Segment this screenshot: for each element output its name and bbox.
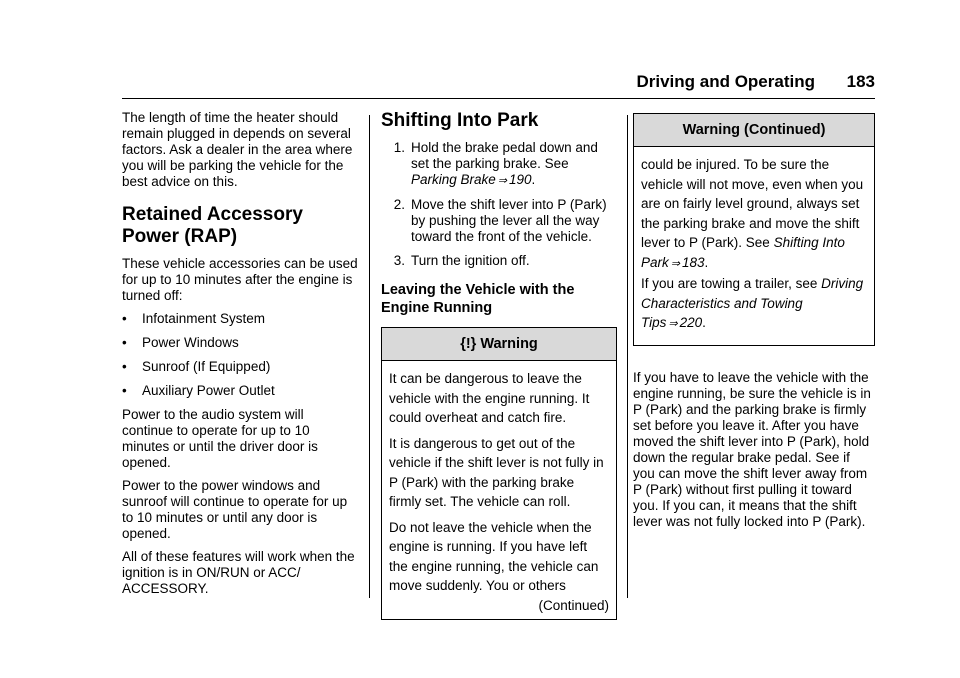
list-item xyxy=(122,311,358,327)
rap-heading: Retained Accessory Power (RAP) xyxy=(122,204,303,247)
parking-brake-link[interactable] xyxy=(411,172,532,187)
features-paragraph: All of these features will work when the ignition is in ON/RUN or ACC/ ACCESSORY. xyxy=(122,549,355,596)
page-header xyxy=(600,72,875,94)
link-text: Parking Brake xyxy=(411,172,496,187)
step-body: Hold the brake pedal down and set the parking brake. See xyxy=(411,140,598,171)
step-end: . xyxy=(531,172,536,187)
link-text: Shifting Into Park xyxy=(641,235,845,270)
column-1 xyxy=(122,110,358,604)
column-divider-1 xyxy=(369,115,370,598)
warning-text: could be injured. To be sure the vehicle will not move, even when you are on fairly level ground, always set the parking brake and move the shift lever to P (Park). See xyxy=(641,157,864,250)
warning-continued-box xyxy=(633,113,875,346)
step-number: 1. xyxy=(393,140,405,155)
warning-paragraph: Do not leave the vehicle when the engine is running. If you have left the engine running, the vehicle can move suddenly. You or others xyxy=(389,519,599,593)
link-page: 220 xyxy=(679,315,703,330)
column-2 xyxy=(381,110,617,620)
heater-paragraph: The length of time the heater should remain plugged in depends on several factors. Ask a dealer in the area where you will be parking the vehicle for the best advice on this. xyxy=(122,110,353,189)
page-ref-icon: ⇒ xyxy=(668,318,678,330)
continued-label: (Continued) xyxy=(538,597,609,613)
list-item xyxy=(122,335,358,351)
shifting-heading: Shifting Into Park xyxy=(381,110,539,131)
section-title: Driving and Operating xyxy=(636,72,815,91)
warning-body xyxy=(634,147,874,345)
link-page: 183 xyxy=(681,254,705,270)
warning-icon: {!} xyxy=(460,336,477,352)
warning-paragraph: It can be dangerous to leave the vehicle with the engine running. It could overheat and catch fire. xyxy=(389,371,590,425)
warning-paragraph: It is dangerous to get out of the vehicle if the shift lever is not fully in P (Park) with the parking brake firmly set. The vehicle can roll. xyxy=(389,435,604,509)
ref-end: . xyxy=(702,315,706,330)
page-ref-icon: ⇒ xyxy=(497,175,508,187)
audio-paragraph: Power to the audio system will continue to operate for up to 10 minutes or until the driver door is opened. xyxy=(122,407,318,470)
bullet-dot: • xyxy=(122,383,127,398)
steps-list xyxy=(381,140,617,269)
page-number: 183 xyxy=(846,72,875,91)
warning-text: If you are towing a trailer, see xyxy=(641,276,818,291)
column-3 xyxy=(633,113,875,537)
bullet-dot: • xyxy=(122,311,127,326)
list-item-text: Power Windows xyxy=(142,335,239,350)
warning-box xyxy=(381,327,617,620)
warning-header xyxy=(382,328,616,361)
step-number: 3. xyxy=(393,253,405,268)
warning-paragraph xyxy=(641,155,867,335)
bullet-dot: • xyxy=(122,335,127,350)
warning-title: Warning xyxy=(480,336,538,352)
list-item-text: Sunroof (If Equipped) xyxy=(142,359,271,374)
column-divider-2 xyxy=(627,115,628,598)
step-text: Move the shift lever into P (Park) by pushing the lever all the way toward the front of the vehicle. xyxy=(411,197,607,244)
list-item xyxy=(122,359,358,375)
step-number: 2. xyxy=(393,197,405,212)
rap-lead: These vehicle accessories can be used for up to 10 minutes after the engine is turned off: xyxy=(122,256,358,303)
step-text xyxy=(411,140,617,189)
warning-header: Warning (Continued) xyxy=(634,114,874,147)
list-item xyxy=(381,253,617,269)
leaving-vehicle-heading: Leaving the Vehicle with the Engine Running xyxy=(381,282,575,316)
windows-paragraph: Power to the power windows and sunroof will continue to operate for up to 10 minutes or until any door is opened. xyxy=(122,478,348,541)
page-ref-icon: ⇒ xyxy=(670,257,680,270)
header-rule xyxy=(122,98,875,99)
list-item-text: Auxiliary Power Outlet xyxy=(142,383,275,398)
leave-running-paragraph: If you have to leave the vehicle with the engine running, be sure the vehicle is in P (Park) and the parking brake is firmly set before you leave it. After you have moved the shift lever into P (Park), hold down the regular brake pedal. See if you can move the shift lever away from P (Park) without first pulling it toward you. If you can, it means that the shift lever was not fully locked into P (Park). xyxy=(633,369,871,529)
ref-end: . xyxy=(704,254,709,270)
bullet-dot: • xyxy=(122,359,127,374)
list-item xyxy=(381,140,617,189)
list-item xyxy=(122,383,358,399)
warning-body xyxy=(382,361,616,619)
step-text: Turn the ignition off. xyxy=(411,253,530,268)
list-item xyxy=(381,197,617,245)
link-page: 190 xyxy=(509,172,532,187)
list-item-text: Infotainment System xyxy=(142,311,266,326)
accessory-list xyxy=(122,311,358,399)
link-text: Driving Characteristics and Towing Tips xyxy=(641,276,864,330)
